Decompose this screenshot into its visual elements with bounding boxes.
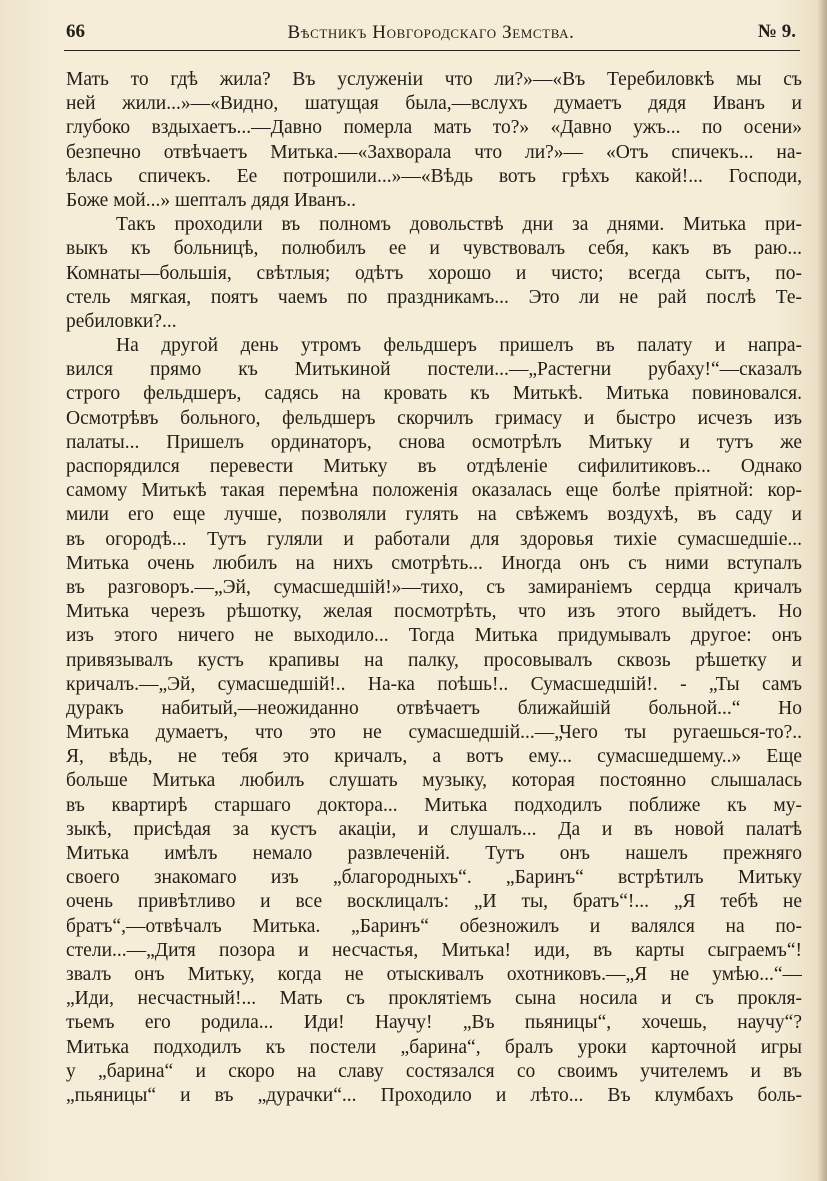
text-line: очень привѣтливо и все восклицалъ: „И ты, братъ“!... „Я тебѣ не xyxy=(66,891,802,913)
text-line: звалъ онъ Митьку, когда не отыскивалъ охотниковъ.—„Я не умѣю...“— xyxy=(66,963,802,985)
text-line: Мать то гдѣ жила? Въ услуженiи что ли?»—«Въ Теребиловкѣ мы съ xyxy=(66,69,802,90)
text-line: Митька подходилъ къ постели „барина“, бралъ уроки карточной игры xyxy=(66,1036,802,1058)
text-line: мили его еще лучше, позволяли гулять на свѣжемъ воздухѣ, въ саду и xyxy=(66,504,802,526)
text-line: дуракъ набитый,—неожиданно отвѣчаетъ ближайшiй больной...“ Но xyxy=(66,697,802,719)
text-line: стель мягкая, поятъ чаемъ по праздникамъ... Это ли не рай послѣ Те- xyxy=(66,286,802,308)
text-line: самому Митькѣ такая перемѣна положенiя оказалась еще болѣе прiятной: кор- xyxy=(66,480,802,502)
text-line: выкъ къ больницѣ, полюбилъ ее и чувствовалъ себя, какъ въ раю... xyxy=(66,238,802,260)
text-line: ней жили...»—«Видно, шатущая была,—вслухъ думаетъ дядя Иванъ и xyxy=(66,93,802,115)
text-line: привязывалъ кустъ крапивы на палку, просовывалъ сквозь рѣшетку и xyxy=(66,649,802,671)
text-line: Осмотрѣвъ больного, фельдшеръ скорчилъ гримасу и быстро исчезъ изъ xyxy=(66,407,802,429)
text-line: Митька думаетъ, что это не сумасшедшiй...—„Чего ты ругаешься-то?.. xyxy=(66,722,802,744)
page-number: 66 xyxy=(66,21,85,42)
text-line: строго фельдшеръ, садясь на кровать къ Митькѣ. Митька повиновался. xyxy=(66,383,802,405)
issue-number: № 9. xyxy=(757,21,796,42)
text-line: Митька имѣлъ немало развлеченiй. Тутъ онъ нашелъ прежняго xyxy=(66,843,802,864)
text-line: въ квартирѣ старшаго доктора... Митька подходилъ поближе къ му- xyxy=(66,794,802,816)
text-line: ребиловки?... xyxy=(66,310,177,332)
text-line: „пьяницы“ и въ „дурачки“... Проходило и лѣто... Въ клумбахъ боль- xyxy=(66,1084,802,1106)
text-line: Боже мой...» шепталъ дядя Иванъ.. xyxy=(66,189,356,211)
text-line: Митька черезъ рѣшотку, желая посмотрѣть, что изъ этого выйдетъ. Но xyxy=(66,601,802,623)
text-line: распорядился перевести Митьку въ отдѣленiе сифилитиковъ... Однако xyxy=(66,456,802,477)
article-body xyxy=(66,68,802,1108)
running-header xyxy=(66,21,796,51)
text-line: зыкѣ, присѣдая за кустъ акацiи, и слушалъ... Да и въ новой палатѣ xyxy=(66,818,802,840)
text-line: Я, вѣдь, не тебя это кричалъ, а вотъ ему... сумасшедшему..» Еще xyxy=(66,746,802,768)
text-line: ѣлась спичекъ. Ее потрошили...»—«Вѣдь вотъ грѣхъ какой!... Господи, xyxy=(66,165,802,187)
text-line: братъ“,—отвѣчалъ Митька. „Баринъ“ обезножилъ и валялся на по- xyxy=(66,915,802,937)
text-line: у „барина“ и скоро на славу состязался со своимъ учителемъ и въ xyxy=(66,1060,802,1082)
text-line: Митька очень любилъ на нихъ смотрѣть... Иногда онъ съ ними вступалъ xyxy=(66,552,802,574)
text-line: кричалъ.—„Эй, сумасшедшiй!.. На-ка поѣшь!.. Сумасшедшiй!. - „Ты самъ xyxy=(66,673,802,695)
text-line: „Иди, несчастный!... Мать съ проклятiемъ сына носила и съ прокля- xyxy=(66,988,802,1010)
text-line: На другой день утромъ фельдшеръ пришелъ въ палату и напра- xyxy=(116,335,802,357)
text-line: вился прямо къ Митькиной постели...—„Растегни рубаху!“—сказалъ xyxy=(66,359,802,381)
header-rule xyxy=(64,50,800,51)
text-line: палаты... Пришелъ ординаторъ, снова осмотрѣлъ Митьку и тутъ же xyxy=(66,431,802,453)
text-line: въ огородѣ... Тутъ гуляли и работали для здоровья тихiе сумасшедшiе... xyxy=(66,528,802,550)
page-edge-shadow xyxy=(817,0,827,1181)
text-line: Такъ проходили въ полномъ довольствѣ дни за днями. Митька при- xyxy=(116,214,802,236)
text-line: глубоко вздыхаетъ...—Давно померла мать то?» «Давно ужъ... по осени» xyxy=(66,117,802,139)
text-line: стели...—„Дитя позора и несчастья, Митька! иди, въ карты сыграемъ“! xyxy=(66,939,802,961)
text-line: изъ этого ничего не выходило... Тогда Митька придумывалъ другое: онъ xyxy=(66,625,802,647)
text-line: въ разговоръ.—„Эй, сумасшедшiй!»—тихо, съ замиранiемъ сердца кричалъ xyxy=(66,576,802,598)
journal-title: Вѣстникъ Новгородскаго Земства. xyxy=(287,22,575,43)
text-line: безпечно отвѣчаетъ Митька.—«Захворала что ли?»— «Отъ спичекъ... на- xyxy=(66,141,802,163)
text-line: тьемъ его родила... Иди! Научу! „Въ пьяницы“, хочешь, научу“? xyxy=(66,1012,802,1034)
text-line: больше Митька любилъ слушать музыку, которая постоянно слышалась xyxy=(66,770,802,792)
text-line: своего знакомаго изъ „благородныхъ“. „Баринъ“ встрѣтилъ Митьку xyxy=(66,867,802,889)
text-line: Комнаты—большiя, свѣтлыя; одѣтъ хорошо и чисто; всегда сытъ, по- xyxy=(66,262,802,284)
